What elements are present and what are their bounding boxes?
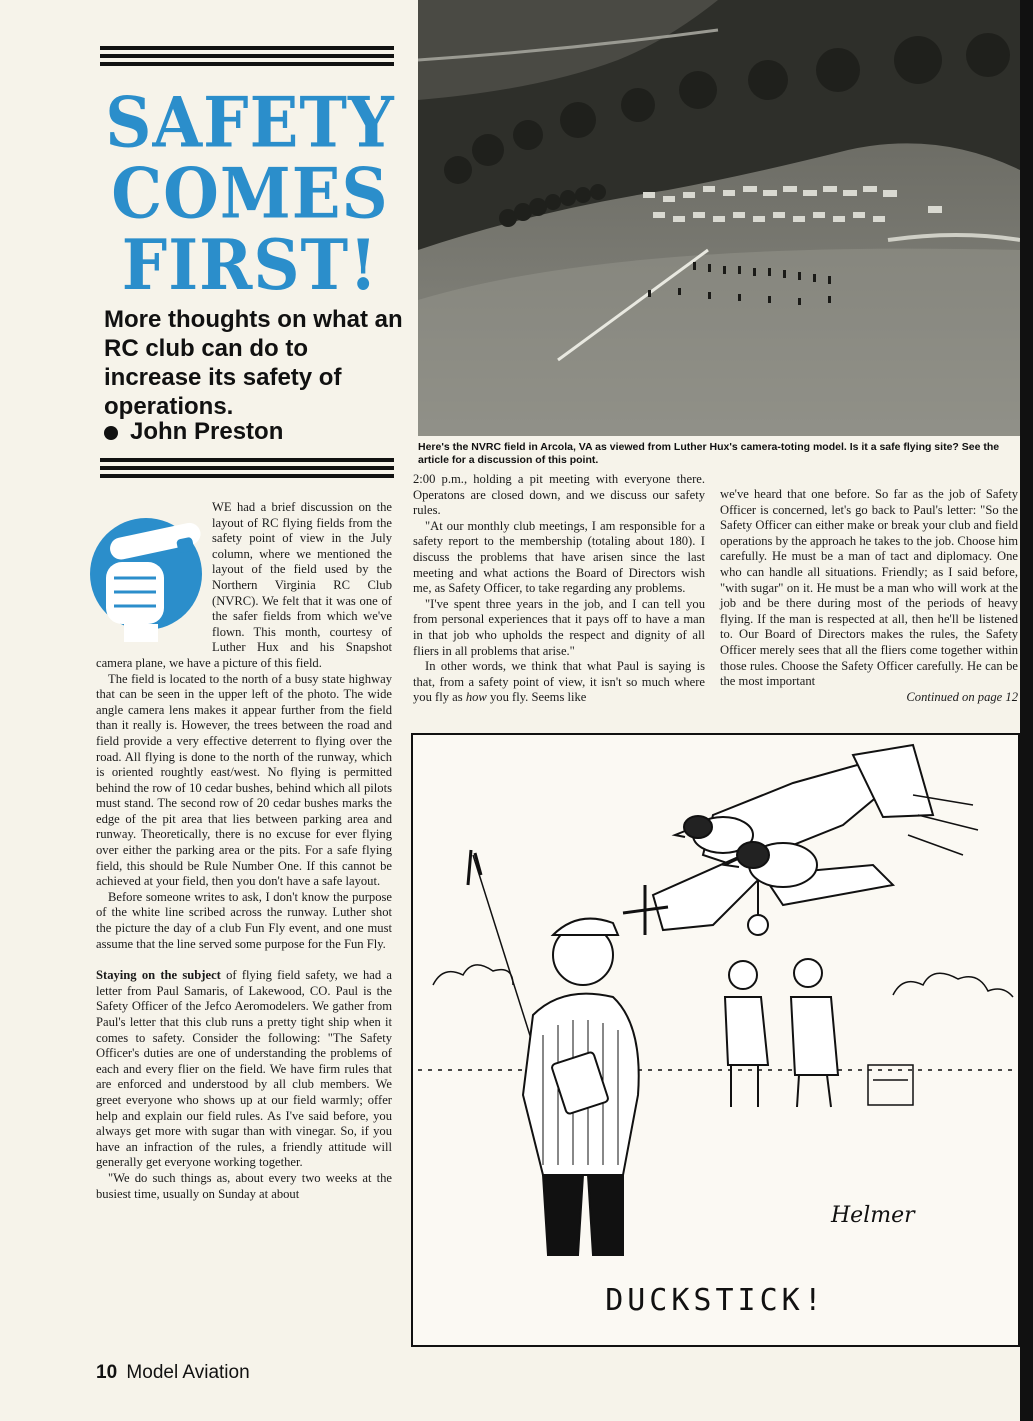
paragraph-body: you fly. Seems like xyxy=(486,690,587,705)
page-number: 10 xyxy=(96,1362,118,1383)
paragraph-body: In other words, we think that what Paul is saying is that, from a safety point of view, it isn't so much where you fly as xyxy=(413,659,705,705)
paragraph xyxy=(413,659,705,706)
paragraph: "We do such things as, about every two weeks at the busiest time, usually on Sunday at about xyxy=(96,1170,392,1201)
paragraph-lead: Staying on the subject xyxy=(96,968,221,983)
paragraph-body: of flying field safety, we had a letter from Paul Samaris, of Lakewood, CO. Paul is the Safety Officer of the Jefco Aeromodelers. We gather from Paul's letter that this club runs a pretty tight ship when it comes to safety. Consider the following: "The Safety Officer's duties are one of understanding the problems of each and every flier on the field. We have firm rules that are enforced and understood by all club members. We greet everyone who shows up at our field warmly; offer help and explain our field rules. As I've said before, you always get more with sugar than with vinegar. So, if you have an infraction of the rules, a friendly attitude will generally get everyone working together. xyxy=(96,968,392,1170)
continued-on-link[interactable]: Continued on page 12 xyxy=(906,689,1018,704)
paragraph: "At our monthly club meetings, I am responsible for a safety report to the membership (totaling about 180). I discuss the problems that have arisen since the last meeting and what actions the Board of Directors wish me, as Safety Officer, to take regarding any problems. xyxy=(413,518,705,596)
headline xyxy=(100,82,400,307)
article-column-2 xyxy=(413,472,705,706)
page-footer xyxy=(96,1362,250,1384)
article-column-3 xyxy=(720,487,1018,705)
headline-line-2: COMES xyxy=(111,153,389,235)
photo-caption: Here's the NVRC field in Arcola, VA as viewed from Luther Hux's camera-toting model. Is it a safe flying site? See the article for a discussion of this point. xyxy=(418,441,1000,466)
article-column-1 xyxy=(96,500,392,1202)
paragraph: "I've spent three years in the job, and I can tell you from personal experiences that it pays off to have a man in that job who upholds the respect and dignity of all fliers in all problems that arise." xyxy=(413,596,705,658)
byline xyxy=(104,418,283,446)
magazine-name: Model Aviation xyxy=(126,1362,250,1383)
artist-signature: Helmer xyxy=(831,1203,915,1228)
clouds xyxy=(418,965,1013,1070)
paragraph: 2:00 p.m., holding a pit meeting with everyone there. Operatons are closed down, and we discuss our safety rules. xyxy=(413,472,705,518)
paragraph xyxy=(96,968,392,1171)
cartoon-caption: DUCKSTICK! xyxy=(605,1283,826,1318)
hand-pointing-icon xyxy=(84,500,206,652)
headline-line-1: SAFETY xyxy=(105,82,395,164)
paragraph: we've heard that one before. So far as the job of Safety Officer is concerned, let's go back to Paul's letter: "So the Safety Officer can either make or break your club and field operations by the approach he takes to the job. Choose him carefully. He must be a man of tact and diplomacy. One who can handle all situations. Friendly; as I said before, "with sugar" on it. He must be a man who will work at the job and be there during most of the periods of heavy flying. If the man is respected at all, then he'll be listened to. Our Board of Directors makes the rules, the Safety Officer merely sees that all the fliers come together within those rules. Choose the Safety Officer carefully. He can be the most important xyxy=(720,487,1018,689)
top-rules xyxy=(100,46,394,70)
two-spectators xyxy=(725,959,913,1107)
paragraph: Before someone writes to ask, I don't know the purpose of the white line scribed across the runway. Luther shot the picture the day of a club Fun Fly event, and one must assume that the line served some purpose for the Fun Fly. xyxy=(96,889,392,951)
bullet-icon xyxy=(104,426,118,440)
airplane-illustration xyxy=(623,745,978,935)
subhead: More thoughts on what an RC club can do to increase its safety of operations. xyxy=(104,306,403,420)
pilot-with-transmitter xyxy=(468,850,639,1255)
duckstick-cartoon xyxy=(411,733,1020,1347)
paragraph: WE had a brief discussion on the layout of RC flying fields from the safety point of view in the July column, where we mentioned the layout of the field used by the Northern Virginia RC Club (NVRC). We felt that it was one of the safer fields from which we've flown. This month, courtesy of Luther Hux and his Snapshot camera plane, we have a picture of this field. xyxy=(96,500,392,670)
emphasis: how xyxy=(465,690,487,705)
headline-line-3: FIRST! xyxy=(121,225,379,307)
paragraph: The field is located to the north of a busy state highway that can be seen in the upper left of the photo. The wide angle camera lens makes it appear further from the field than it really is. However, the trees between the road and field provide a very effective deterrent to flying over the road. All flying is done to the north of the runway, which is oriented roughtly east/west. No flying is permitted behind the row of 10 cedar bushes, behind which all pilots must stand. The second row of 20 cedar bushes marks the edge of the pit area that lies between parking area and runway. Theoretically, there is no excuse for ever flying over either the parking area or the pits. For a safe flying field, this should be Rule Number One. If this cannot be achieved at your field, then you don't have a safe layout. xyxy=(96,671,392,889)
author-name: John Preston xyxy=(130,418,284,445)
aerial-field-photo xyxy=(418,0,1020,436)
bottom-rules xyxy=(100,458,394,482)
